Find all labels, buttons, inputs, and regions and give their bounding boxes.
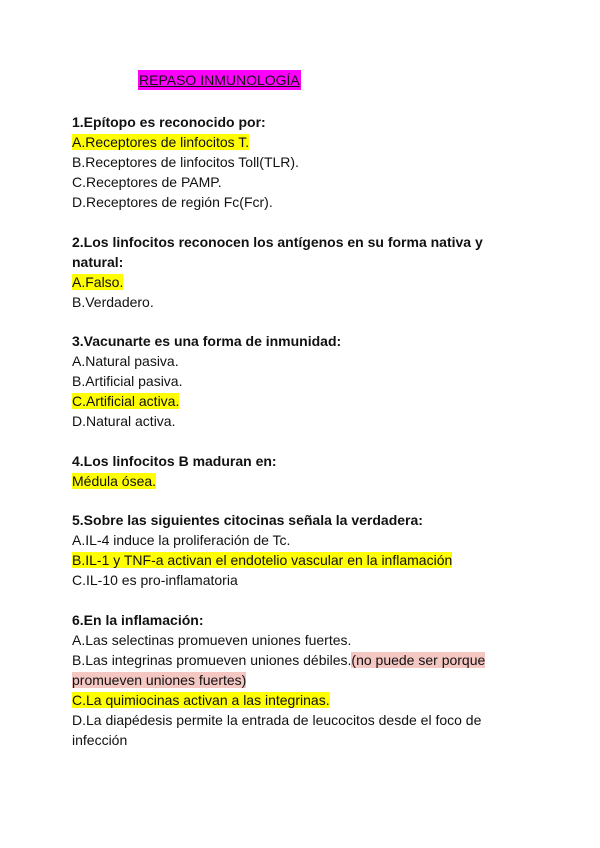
question-5-option-b: B.IL-1 y TNF-a activan el endotelio vascular en la inflamación <box>72 552 453 568</box>
question-6-option-c: C.La quimiocinas activan a las integrinas. <box>72 692 330 708</box>
question-3-option-b: B.Artificial pasiva. <box>72 373 183 389</box>
question-2 <box>72 232 532 312</box>
question-6-text: 6.En la inflamación: <box>72 612 204 628</box>
question-6-option-b-note-line1: (no puede ser porque <box>351 652 486 668</box>
question-3-text: 3.Vacunarte es una forma de inmunidad: <box>72 333 342 349</box>
question-1-option-d: D.Receptores de región Fc(Fcr). <box>72 194 273 210</box>
question-5-text: 5.Sobre las siguientes citocinas señala la verdadera: <box>72 512 423 528</box>
question-2-option-a: A.Falso. <box>72 274 124 290</box>
question-5-option-c: C.IL-10 es pro-inflamatoria <box>72 572 238 588</box>
question-6-option-d-line2: infección <box>72 732 128 748</box>
question-6-option-b: B.Las integrinas promueven uniones débiles. <box>72 652 352 668</box>
question-1-option-a: A.Receptores de linfocitos T. <box>72 134 250 150</box>
question-3-option-c: C.Artificial activa. <box>72 393 180 409</box>
question-3-option-a: A.Natural pasiva. <box>72 353 179 369</box>
question-4-answer: Médula ósea. <box>72 473 157 489</box>
question-3 <box>72 331 532 431</box>
question-4 <box>72 451 532 491</box>
question-3-option-d: D.Natural activa. <box>72 413 176 429</box>
question-4-text: 4.Los linfocitos B maduran en: <box>72 453 277 469</box>
question-6-option-d-line1: D.La diapédesis permite la entrada de leucocitos desde el foco de <box>72 712 482 728</box>
question-1-option-c: C.Receptores de PAMP. <box>72 174 222 190</box>
question-2-text-line2: natural: <box>72 254 124 270</box>
question-5-option-a: A.IL-4 induce la proliferación de Tc. <box>72 532 291 548</box>
page-title: REPASO INMUNOLOGÍA <box>139 72 300 88</box>
question-6-option-a: A.Las selectinas promueven uniones fuertes. <box>72 632 352 648</box>
question-5 <box>72 510 532 590</box>
question-6-option-b-note-line2: promueven uniones fuertes) <box>72 672 247 688</box>
question-1 <box>72 112 532 212</box>
question-2-text-line1: 2.Los linfocitos reconocen los antígenos en su forma nativa y <box>72 234 483 250</box>
question-2-option-b: B.Verdadero. <box>72 294 154 310</box>
question-1-text: 1.Epítopo es reconocido por: <box>72 114 266 130</box>
question-6 <box>72 610 532 750</box>
question-1-option-b: B.Receptores de linfocitos Toll(TLR). <box>72 154 299 170</box>
